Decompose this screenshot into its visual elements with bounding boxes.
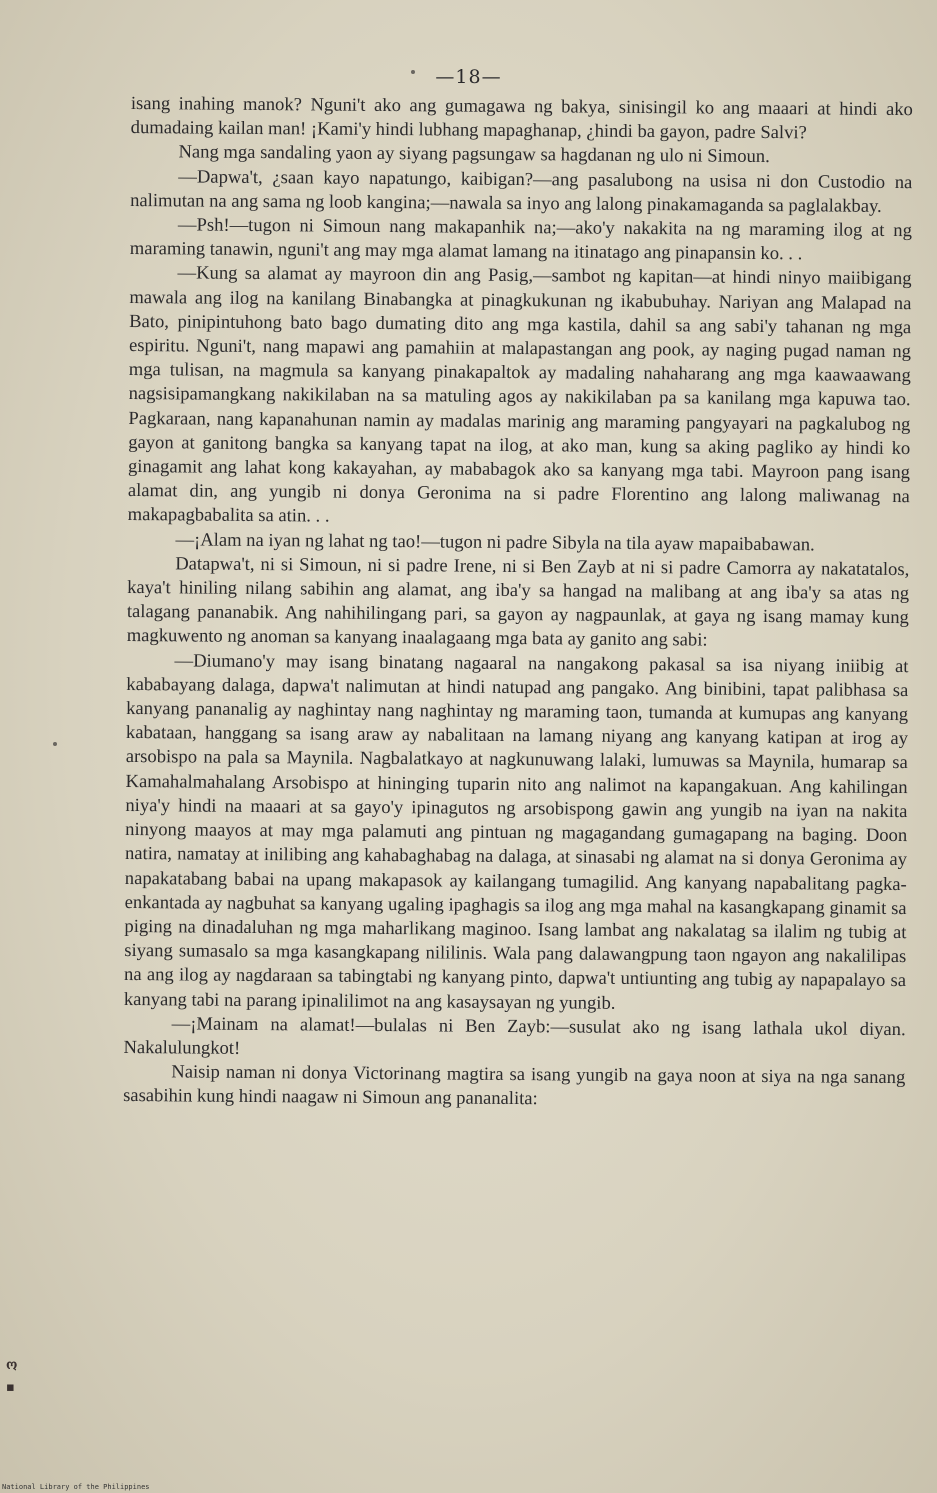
paragraph: —Diumano'y may isang binatang nagaaral na nangakong pakasal sa isa niyang iniibig at kababayang dalaga, dapwa't nalimutan at hindi natupad ang pangako. Ang binibini, tapat palibhasa sa kanyang pananalig ay naghintay nang naghintay ng maraming taon, tumanda at kumupas ang kanyang kabataan, hanggang sa isang araw ay nabalitaan na lamang niyang ang kanyang katipan at irog ay arsobispo na pala sa Maynila. Nagbalatkayo at nagkunuwang lalaki, lumuwas sa Maynila, humarap sa Kamahalmahalang Arsobispo at hininging tuparin nito ang nalimot na kapangakuan. Ang kahilingan niya'y hindi na maaari at sa gayo'y ipinagutos ng arsobispong gawin ang yungib na iyan na nakita ninyong maayos at may mga palamuti ang pintuan ng magagandang gumagapang na baging. Doon natira, namatay at inilibing ang kahabaghabag na dalaga, at sinasabi ng alamat na si donya Geronima ay napakatabang babai na upang makapasok ay kailangang tumagilid. Ang kanyang napabalitang pagka-enkantada ay nagbuhat sa kanyang ugaling ipaghagis sa ilog ang mga mahal na kasangkapang ginamit sa piging na dinadaluhan ng mga maharlikang maginoo. Isang lambat ang nakalatag sa ilalim ng tubig at siyang sumasalo sa mga kasangkapang nililinis. Wala pang dalawangpung taon ngayon ang nakalilipas na ang ilog ay nagdaraan sa tabingtabi ng kanyang pinto, dapwa't untiunting ang tubig ay napapalayo sa kanyang tabi na parang ipinalilimot na ang kasaysayan ng yungib. xyxy=(123,650,909,1014)
paragraph: —Dapwa't, ¿saan kayo napatungo, kaibigan?—ang pasalubong na usisa ni don Custodio na nalimutan na ang sama ng loob kangina;—nawala sa inyo ang lalong pinakamaganda sa paglalakbay. xyxy=(130,165,913,217)
paragraph: —Psh!—tugon ni Simoun nang makapanhik na;—ako'y nakakita na ng maraming ilog at ng maraming tanawin, nguni't ang may mga alamat lamang na itinatago ang pinapansin ko. . . xyxy=(129,214,913,265)
paragraph: —Kung sa alamat ay mayroon din ang Pasig,—sambot ng kapitan—at hindi ninyo maiibigang mawala ang ilog na kanilang Binabangka at pinagkukunan ng ikabubuhay. Nariyan ang Malapad na Bato, pinipintuhong bato bago dumating dito ang mga kastila, dahil sa ang sabi'y tahanan ng mga espiritu. Nguni't, nang mapawi ang pamahiin at malapastangan ang pook, ay naging pugad naman ng mga tulisan, na magmula sa kanyang pinakapaltok ay madaling nahaharang ang mga kaawaawang nagsisipamangkang nakikilaban na sa matuling agos ay nakikilaban pa sa kanilang mga kapuwa tao. Pagkaraan, nang kapanahunan namin ay madalas marinig ang maraming pangyayari na pagkalubog ng gayon at ganitong bangka sa kanyang tapat na ilog, at ako man, kung sa aking pagliko ay hindi ko ginagamit ang lahat kong kakayahan, ay mababagok ako sa kanyang mga tabi. Mayroon pang isang alamat din, ang yungib ni donya Geronima na si padre Florentino ang lalong maliwanag na makapagbabalita sa atin. . . xyxy=(127,262,912,528)
paragraph: Naisip naman ni donya Victorinang magtira sa isang yungib na gaya noon at siya na nga sanang sasabihin kung hindi naagaw ni Simoun ang pananalita: xyxy=(123,1061,906,1110)
body-text xyxy=(123,92,913,1115)
margin-mark: ო xyxy=(6,1358,18,1373)
speck xyxy=(411,70,415,74)
paragraph: Datapwa't, ni si Simoun, ni si padre Irene, ni si Ben Zayb at ni si padre Camorra ay nakatatalos, kaya't hiniling nilang sabihin ang alamat, ang iba'y sa hangad na malibang at ang iba'y sa atas ng talagang pananabik. Ang nahihilingang pari, sa gayon ay nagpaunlak, at gaya ng isang mamay kung magkuwento ng anoman sa kanyang inaalagaang mga bata ay ganito ang sabi: xyxy=(126,553,910,652)
library-footer: National Library of the Philippines xyxy=(2,1483,150,1491)
paragraph: isang inahing manok? Nguni't ako ang gumagawa ng bakya, sinisingil ko ang maaari at hindi ako dumadaing kailan man! ¡Kami'y hindi lubhang mapaghanap, ¿hindi ba gayon, padre Salvi? xyxy=(130,92,913,144)
margin-mark: ▪ xyxy=(6,1380,15,1395)
paragraph: —¡Mainam na alamat!—bulalas ni Ben Zayb:—susulat ako ng isang lathala ukol diyan. Nakalulungkot! xyxy=(123,1013,906,1059)
paragraph: Nang mga sandaling yaon ay siyang pagsungaw sa hagdanan ng ulo ni Simoun. xyxy=(178,141,770,168)
paragraph: —¡Alam na iyan ng lahat ng tao!—tugon ni padre Sibyla na tila ayaw mapaibabawan. xyxy=(175,529,815,556)
page-number: —18— xyxy=(435,66,502,88)
speck xyxy=(53,742,57,746)
